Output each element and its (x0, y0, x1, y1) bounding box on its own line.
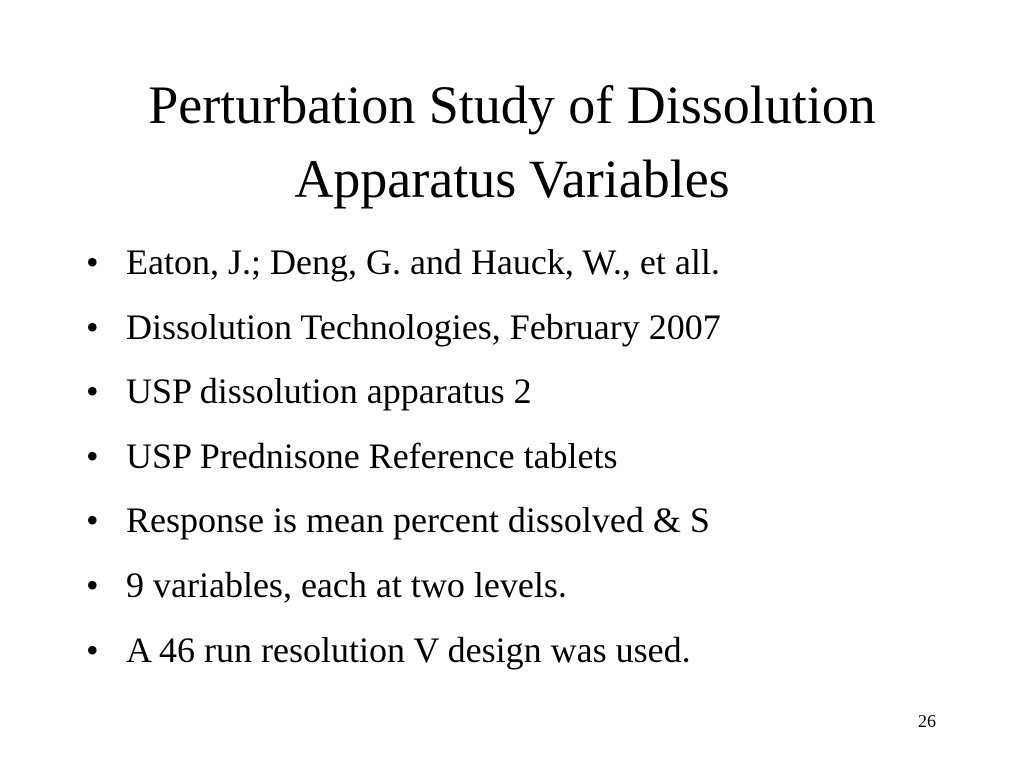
bullet-text: Dissolution Technologies, February 2007 (126, 306, 721, 347)
bullet-item (82, 618, 962, 683)
bullet-text: Eaton, J.; Deng, G. and Hauck, W., et all. (126, 242, 720, 282)
slide-title-line-2: Apparatus Variables (294, 149, 730, 209)
bullet-item (82, 295, 962, 360)
bullet-text: USP dissolution apparatus 2 (126, 371, 532, 412)
bullet-list (82, 230, 962, 682)
bullet-item (82, 359, 962, 424)
bullet-icon: • (86, 500, 99, 541)
page-number: 26 (918, 711, 936, 731)
bullet-item (82, 488, 962, 553)
bullet-icon: • (86, 629, 99, 670)
bullet-text: 9 variables, each at two levels. (126, 564, 567, 605)
bullet-icon: • (86, 242, 99, 282)
bullet-item (82, 230, 962, 295)
bullet-icon: • (86, 564, 99, 605)
slide-title (60, 68, 964, 216)
slide-title-line-1: Perturbation Study of Dissolution (148, 75, 876, 135)
bullet-icon: • (86, 306, 99, 347)
bullet-text: A 46 run resolution V design was used. (126, 629, 691, 670)
bullet-icon: • (86, 371, 99, 412)
bullet-icon: • (86, 435, 99, 476)
bullet-text: Response is mean percent dissolved & S (126, 500, 710, 541)
bullet-item (82, 424, 962, 489)
bullet-item (82, 553, 962, 618)
bullet-text: USP Prednisone Reference tablets (126, 435, 618, 476)
